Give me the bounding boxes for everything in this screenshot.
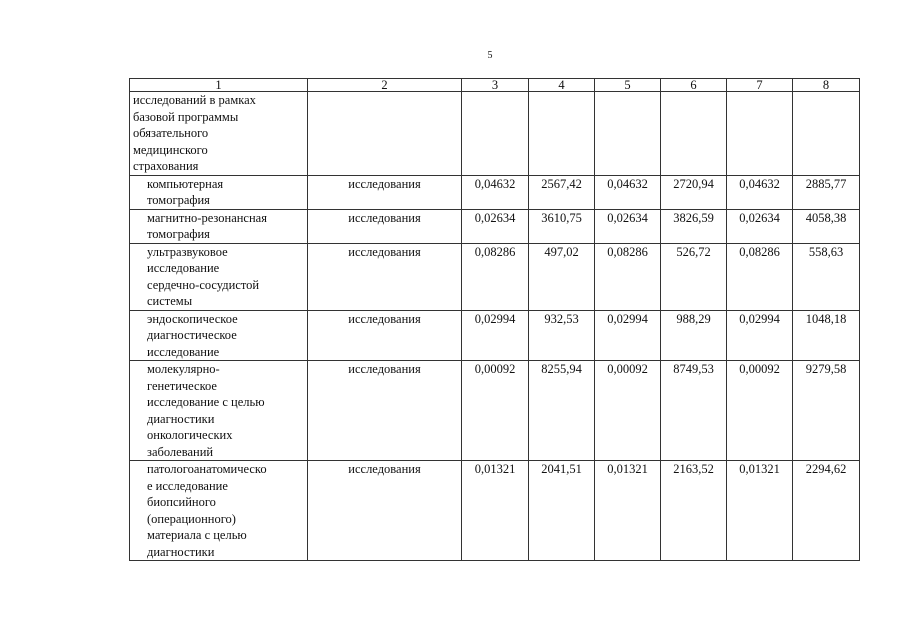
value-cell: 3610,75: [529, 209, 595, 243]
service-name-line: заболеваний: [147, 444, 214, 459]
header-cell: 4: [529, 79, 595, 92]
value-cell: 1048,18: [793, 310, 860, 361]
value-cell: 0,02994: [595, 310, 661, 361]
service-name-line: базовой программы: [133, 109, 239, 124]
value-cell: 2885,77: [793, 175, 860, 209]
value-cell: [661, 92, 727, 176]
value-cell: 0,02634: [462, 209, 529, 243]
unit-cell: исследования: [308, 175, 462, 209]
table-row: [130, 175, 860, 209]
service-name-cell: [130, 243, 308, 310]
table-row: [130, 209, 860, 243]
value-cell: 3826,59: [661, 209, 727, 243]
service-name-line: эндоскопическое: [147, 311, 238, 326]
value-cell: 497,02: [529, 243, 595, 310]
unit-cell: исследования: [308, 310, 462, 361]
value-cell: [462, 92, 529, 176]
service-name-line: диагностики: [147, 544, 215, 559]
service-name-line: обязательного: [133, 126, 209, 140]
value-cell: 0,02634: [727, 209, 793, 243]
value-cell: 4058,38: [793, 209, 860, 243]
unit-cell: исследования: [308, 361, 462, 461]
header-cell: 8: [793, 79, 860, 92]
service-name-line: диагностическое: [147, 328, 237, 342]
value-cell: 0,00092: [727, 361, 793, 461]
value-cell: 932,53: [529, 310, 595, 361]
value-cell: 0,00092: [595, 361, 661, 461]
value-cell: 526,72: [661, 243, 727, 310]
value-cell: 8749,53: [661, 361, 727, 461]
service-name-line: томография: [147, 227, 210, 241]
value-cell: 0,00092: [462, 361, 529, 461]
service-name-line: системы: [147, 294, 193, 308]
unit-cell: исследования: [308, 461, 462, 561]
value-cell: 2041,51: [529, 461, 595, 561]
service-name-line: патологоанатомическо: [147, 462, 267, 476]
service-name-cell: [130, 310, 308, 361]
service-name-line: страхования: [133, 159, 199, 173]
header-cell: 1: [130, 79, 308, 92]
value-cell: [727, 92, 793, 176]
service-name-line: исследований в рамках: [133, 93, 256, 107]
service-name-cell: [130, 175, 308, 209]
service-name-cell: [130, 461, 308, 561]
header-row: [130, 79, 860, 92]
service-name-line: исследование: [147, 344, 220, 359]
value-cell: 2720,94: [661, 175, 727, 209]
value-cell: 0,01321: [595, 461, 661, 561]
service-name-cell: [130, 209, 308, 243]
service-name-line: е исследование: [147, 478, 228, 493]
table-row: [130, 243, 860, 310]
value-cell: 0,04632: [727, 175, 793, 209]
service-name-line: (операционного): [147, 511, 236, 526]
table-row: [130, 92, 860, 176]
value-cell: 0,08286: [462, 243, 529, 310]
table-row: [130, 461, 860, 561]
data-table: [129, 78, 860, 561]
service-name-line: материала с целью: [147, 528, 247, 542]
service-name-line: магнитно-резонансная: [147, 210, 267, 225]
page-number: 5: [487, 50, 493, 61]
value-cell: 0,02994: [727, 310, 793, 361]
value-cell: [793, 92, 860, 176]
value-cell: 2163,52: [661, 461, 727, 561]
service-name-line: исследование с целью: [147, 395, 265, 409]
unit-cell: исследования: [308, 209, 462, 243]
service-name-cell: [130, 361, 308, 461]
service-name-line: онкологических: [147, 428, 233, 442]
header-cell: 2: [308, 79, 462, 92]
value-cell: 0,04632: [595, 175, 661, 209]
service-name-line: томография: [147, 193, 210, 207]
unit-cell: [308, 92, 462, 176]
value-cell: 0,08286: [595, 243, 661, 310]
value-cell: 0,08286: [727, 243, 793, 310]
service-name-line: ультразвуковое: [147, 244, 228, 259]
value-cell: 0,01321: [462, 461, 529, 561]
value-cell: [529, 92, 595, 176]
service-name-line: генетическое: [147, 378, 217, 393]
value-cell: 0,01321: [727, 461, 793, 561]
value-cell: 558,63: [793, 243, 860, 310]
value-cell: 988,29: [661, 310, 727, 361]
value-cell: [595, 92, 661, 176]
unit-cell: исследования: [308, 243, 462, 310]
header-cell: 3: [462, 79, 529, 92]
value-cell: 8255,94: [529, 361, 595, 461]
value-cell: 2294,62: [793, 461, 860, 561]
service-name-line: исследование: [147, 261, 220, 275]
value-cell: 0,04632: [462, 175, 529, 209]
header-cell: 6: [661, 79, 727, 92]
service-name-cell: [130, 92, 308, 176]
service-name-line: биопсийного: [147, 495, 216, 509]
service-name-line: компьютерная: [147, 176, 224, 191]
service-name-line: сердечно-сосудистой: [147, 277, 260, 292]
service-name-line: диагностики: [147, 411, 215, 426]
value-cell: 0,02994: [462, 310, 529, 361]
value-cell: 0,02634: [595, 209, 661, 243]
value-cell: 9279,58: [793, 361, 860, 461]
table-row: [130, 310, 860, 361]
value-cell: 2567,42: [529, 175, 595, 209]
table-row: [130, 361, 860, 461]
header-cell: 5: [595, 79, 661, 92]
service-name-line: молекулярно-: [147, 362, 220, 376]
header-cell: 7: [727, 79, 793, 92]
service-name-line: медицинского: [133, 142, 208, 157]
